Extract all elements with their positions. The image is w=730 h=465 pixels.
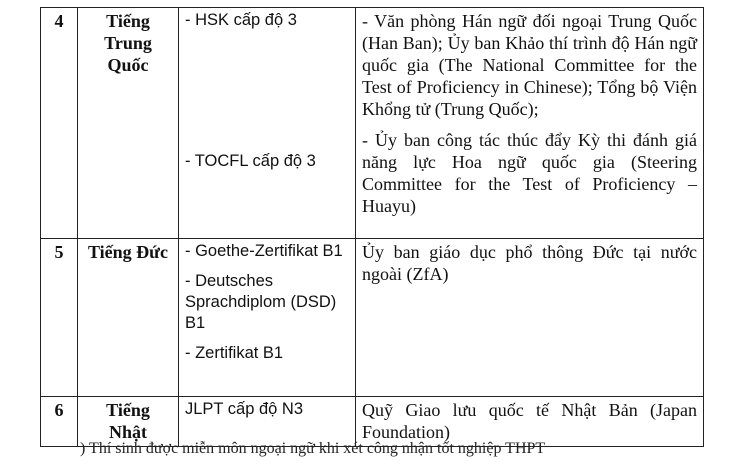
language-name: Trung: [104, 33, 152, 53]
row-number: 5: [41, 239, 78, 397]
certificate-name: - HSK cấp độ 3: [185, 11, 297, 29]
issuer-name: - Văn phòng Hán ngữ đối ngoại Trung Quốc (Han Ban); Ủy ban Khảo thí trình độ Hán ngữ quốc gia (The National Committee for the Test of Proficiency in Chinese); Tổng bộ Viện Khổng tử (Trung Quốc);: [362, 11, 697, 119]
certificate-cell: [179, 397, 356, 447]
row-number: 4: [41, 8, 78, 239]
language-name: Nhật: [108, 422, 147, 442]
issuer-name: Quỹ Giao lưu quốc tế Nhật Bản (Japan Foundation): [362, 400, 697, 442]
certificate-table: [40, 7, 704, 447]
language-name: Quốc: [107, 55, 149, 75]
issuer-cell: [356, 8, 704, 239]
footnote-text: ) Thí sinh được miễn môn ngoại ngữ khi xét công nhận tốt nghiệp THPT: [80, 440, 546, 457]
row-number: 6: [41, 397, 78, 447]
certificate-cell: [179, 8, 356, 239]
language-name: Tiếng Đức: [88, 242, 168, 262]
certificate-name: - Zertifikat B1: [185, 344, 284, 362]
language-cell: [78, 8, 179, 239]
language-cell: [78, 239, 179, 397]
issuer-cell: [356, 397, 704, 447]
certificate-name: - Deutsches Sprachdiplom (DSD) B1: [185, 272, 337, 332]
language-name: Tiếng: [106, 400, 150, 420]
table-row: [41, 8, 704, 239]
issuer-cell: [356, 239, 704, 397]
certificate-name: JLPT cấp độ N3: [185, 400, 304, 418]
footnote-fragment: [80, 440, 700, 457]
language-name: Tiếng: [106, 11, 150, 31]
table-row: [41, 239, 704, 397]
issuer-name: - Ủy ban công tác thúc đẩy Kỳ thi đánh giá năng lực Hoa ngữ quốc gia (Steering Committee for the Test of Proficiency –Huayu): [362, 130, 697, 216]
language-cell: [78, 397, 179, 447]
certificate-cell: [179, 239, 356, 397]
issuer-name: Ủy ban giáo dục phổ thông Đức tại nước ngoài (ZfA): [362, 242, 697, 284]
certificate-name: - TOCFL cấp độ 3: [185, 152, 316, 170]
certificate-name: - Goethe-Zertifikat B1: [185, 242, 343, 260]
table-row: [41, 397, 704, 447]
